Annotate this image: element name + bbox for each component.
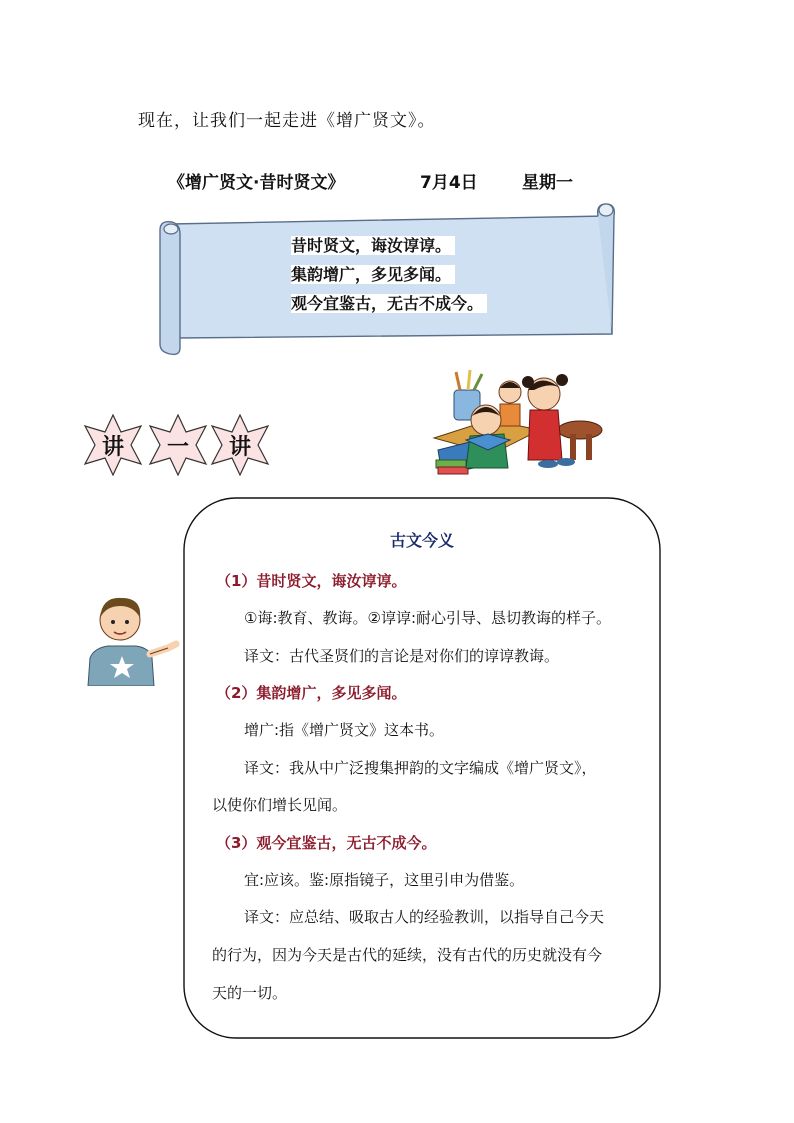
- scroll-line-2: 集韵增广，多见多闻。: [291, 260, 487, 289]
- card-line: 译文：应总结、吸取古人的经验教训，以指导自己今天: [244, 908, 605, 926]
- card-line: 译文：古代圣贤们的言论是对你们的谆谆教诲。: [244, 647, 560, 665]
- badge-char-3: 讲: [228, 434, 251, 460]
- card-question-3: （3）观今宜鉴古，无古不成今。: [216, 834, 437, 852]
- card-line: 的行为，因为今天是古代的延续，没有古代的历史就没有今: [212, 946, 603, 964]
- card-title: 古文今义: [389, 531, 454, 550]
- intro-text: 现在，让我们一起走进《增广贤文》。: [138, 111, 436, 131]
- badge-char-2: 一: [166, 434, 189, 460]
- card-line: 以使你们增长见闻。: [212, 796, 348, 814]
- badge-char-1: 讲: [101, 434, 124, 460]
- card-line: 译文：我从中广泛搜集押韵的文字编成《增广贤文》，: [244, 759, 597, 777]
- card-question-2: （2）集韵增广，多见多闻。: [216, 684, 407, 702]
- kids-reading-illustration: [430, 368, 606, 480]
- lesson-date: 7月4日: [420, 173, 478, 193]
- lesson-weekday: 星期一: [522, 173, 573, 193]
- card-line: 增广:指《增广贤文》这本书。: [244, 721, 445, 739]
- lesson-title: 《增广贤文·昔时贤文》: [168, 173, 345, 193]
- card-line: ①诲:教育、教诲。②谆谆:耐心引导、恳切教诲的样子。: [244, 609, 612, 627]
- scroll-text: [291, 231, 487, 318]
- card-question-1: （1）昔时贤文，诲汝谆谆。: [216, 572, 407, 590]
- scroll-line-3: 观今宜鉴古，无古不成今。: [291, 289, 487, 318]
- card-line: 宜:应该。鉴:原指镜子，这里引申为借鉴。: [244, 871, 525, 889]
- scroll-line-1: 昔时贤文，诲汝谆谆。: [291, 231, 487, 260]
- teacher-boy-illustration: [84, 592, 180, 686]
- card-line: 天的一切。: [212, 984, 288, 1002]
